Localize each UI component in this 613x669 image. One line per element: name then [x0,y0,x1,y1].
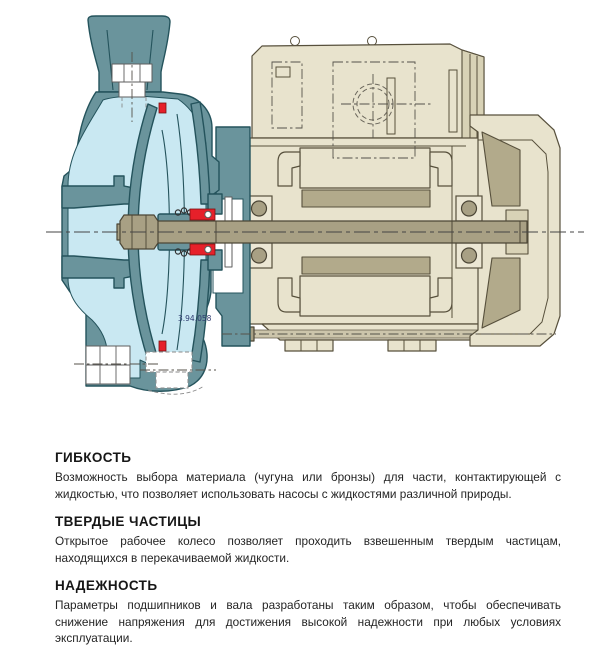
motor-foot [388,340,436,351]
feature-text-block [0,436,613,659]
bearing-ball [462,248,477,263]
feature-section-flexibility [55,450,561,502]
bearing-ball [252,201,267,216]
bearing-ball [252,248,267,263]
seal-face [205,246,211,252]
section-body: Параметры подшипников и вала разработаны таким образом, чтобы обеспечивать снижение напряжения для достижения высокой надежности при любых условиях эксплуатации. [55,598,561,646]
flange-bolt [86,346,130,365]
section-heading: ТВЕРДЫЕ ЧАСТИЦЫ [55,514,202,530]
seal-face [205,211,211,217]
flange-bolt [86,365,130,384]
motor-foot [285,340,333,351]
lifting-eye-icon [368,37,377,46]
drain-plug-shank [156,372,188,388]
rotor-core-upper [302,190,430,207]
section-heading: ГИБКОСТЬ [55,450,132,465]
stator-core-lower [300,276,430,316]
bearing-ball [462,201,477,216]
lifting-eye-icon [291,37,300,46]
diagram-code-label: 3.94.058 [178,314,212,323]
feature-section-reliability [55,578,561,647]
motor-assembly [228,37,560,352]
section-body: Открытое рабочее колесо позволяет проходить взвешенным твердым частицам, находящихся в перекачиваемой жидкости. [55,534,561,565]
section-heading: НАДЕЖНОСТЬ [55,578,158,594]
rotor-core-lower [302,257,430,274]
section-body: Возможность выбора материала (чугуна или бронзы) для части, контактирующей с жидкостью, что позволяет использовать насосы с жидкостями различной природы. [55,470,561,501]
stator-core-upper [300,148,430,188]
feature-section-solids [55,514,561,566]
o-ring [159,341,166,351]
drain-plug [146,352,192,372]
o-ring [159,103,166,113]
